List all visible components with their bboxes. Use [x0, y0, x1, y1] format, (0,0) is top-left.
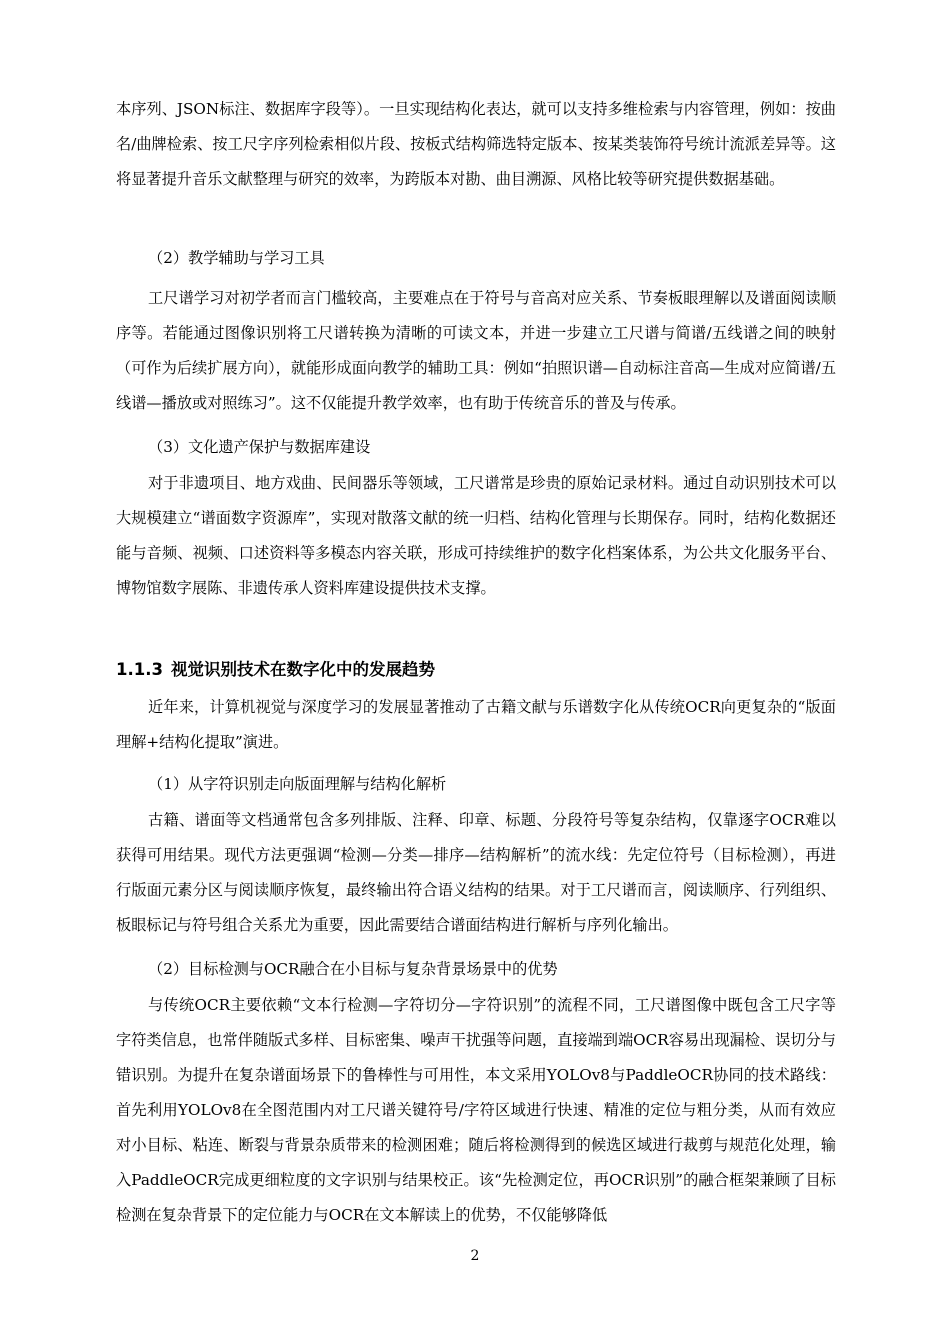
paragraph-detection-ocr-fusion: 与传统OCR主要依赖“文本行检测—字符切分—字符识别”的流程不同，工尺谱图像中既包含工尺字等字符类信息，也常伴随版式多样、目标密集、噪声干扰强等问题，直接端到端OCR容易出现漏检、误切分与错识别。为提升在复杂谱面场景下的鲁棒性与可用性，本文采用YOLOv8与PaddleOCR协同的技术路线：首先利用YOLOv8在全图范围内对工尺谱关键符号/字符区域进行快速、精准的定位与粗分类，从而有效应对小目标、粘连、断裂与背景杂质带来的检测困难；随后将检测得到的候选区域进行裁剪与规范化处理，输入PaddleOCR完成更细粒度的文字识别与结果校正。该“先检测定位，再OCR识别”的融合框架兼顾了目标检测在复杂背景下的定位能力与OCR在文本解读上的优势，不仅能够降低 [116, 996, 836, 1224]
paragraph-teaching-aid: 工尺谱学习对初学者而言门槛较高，主要难点在于符号与音高对应关系、节奏板眼理解以及谱面阅读顺序等。若能通过图像识别将工尺谱转换为清晰的可读文本，并进一步建立工尺谱与简谱/五线谱之间的映射（可作为后续扩展方向），就能形成面向教学的辅助工具：例如“拍照识谱—自动标注音高—生成对应简谱/五线谱—播放或对照练习”。这不仅能提升教学效率，也有助于传统音乐的普及与传承。 [116, 289, 836, 412]
section-number: 1.1.3 [116, 660, 163, 679]
subheading-layout-understanding: （1）从字符识别走向版面理解与结构化解析 [148, 775, 447, 793]
subheading-detection-ocr-fusion: （2）目标检测与OCR融合在小目标与复杂背景场景中的优势 [148, 960, 558, 978]
page-number: 2 [470, 1248, 480, 1264]
paragraph-layout-understanding: 古籍、谱面等文档通常包含多列排版、注释、印章、标题、分段符号等复杂结构，仅靠逐字OCR难以获得可用结果。现代方法更强调“检测—分类—排序—结构解析”的流水线：先定位符号（目标检测），再进行版面元素分区与阅读顺序恢复，最终输出符合语义结构的结果。对于工尺谱而言，阅读顺序、行列组织、板眼标记与符号组合关系尤为重要，因此需要结合谱面结构进行解析与序列化输出。 [116, 811, 836, 934]
paragraph-section-intro: 近年来，计算机视觉与深度学习的发展显著推动了古籍文献与乐谱数字化从传统OCR向更复杂的“版面理解+结构化提取”演进。 [116, 698, 836, 751]
section-heading [116, 656, 435, 684]
subheading-heritage-database: （3）文化遗产保护与数据库建设 [148, 438, 371, 456]
subheading-teaching-aid: （2）教学辅助与学习工具 [148, 249, 325, 267]
paragraph-heritage-database: 对于非遗项目、地方戏曲、民间器乐等领域，工尺谱常是珍贵的原始记录材料。通过自动识别技术可以大规模建立“谱面数字资源库”，实现对散落文献的统一归档、结构化管理与长期保存。同时，结构化数据还能与音频、视频、口述资料等多模态内容关联，形成可持续维护的数字化档案体系，为公共文化服务平台、博物馆数字展陈、非遗传承人资料库建设提供技术支撑。 [116, 474, 836, 597]
section-title: 视觉识别技术在数字化中的发展趋势 [170, 660, 435, 679]
paragraph-structured-retrieval: 本序列、JSON标注、数据库字段等）。一旦实现结构化表达，就可以支持多维检索与内容管理，例如：按曲名/曲牌检索、按工尺字序列检索相似片段、按板式结构筛选特定版本、按某类装饰符号统计流派差异等。这将显著提升音乐文献整理与研究的效率，为跨版本对勘、曲目溯源、风格比较等研究提供数据基础。 [116, 100, 836, 188]
